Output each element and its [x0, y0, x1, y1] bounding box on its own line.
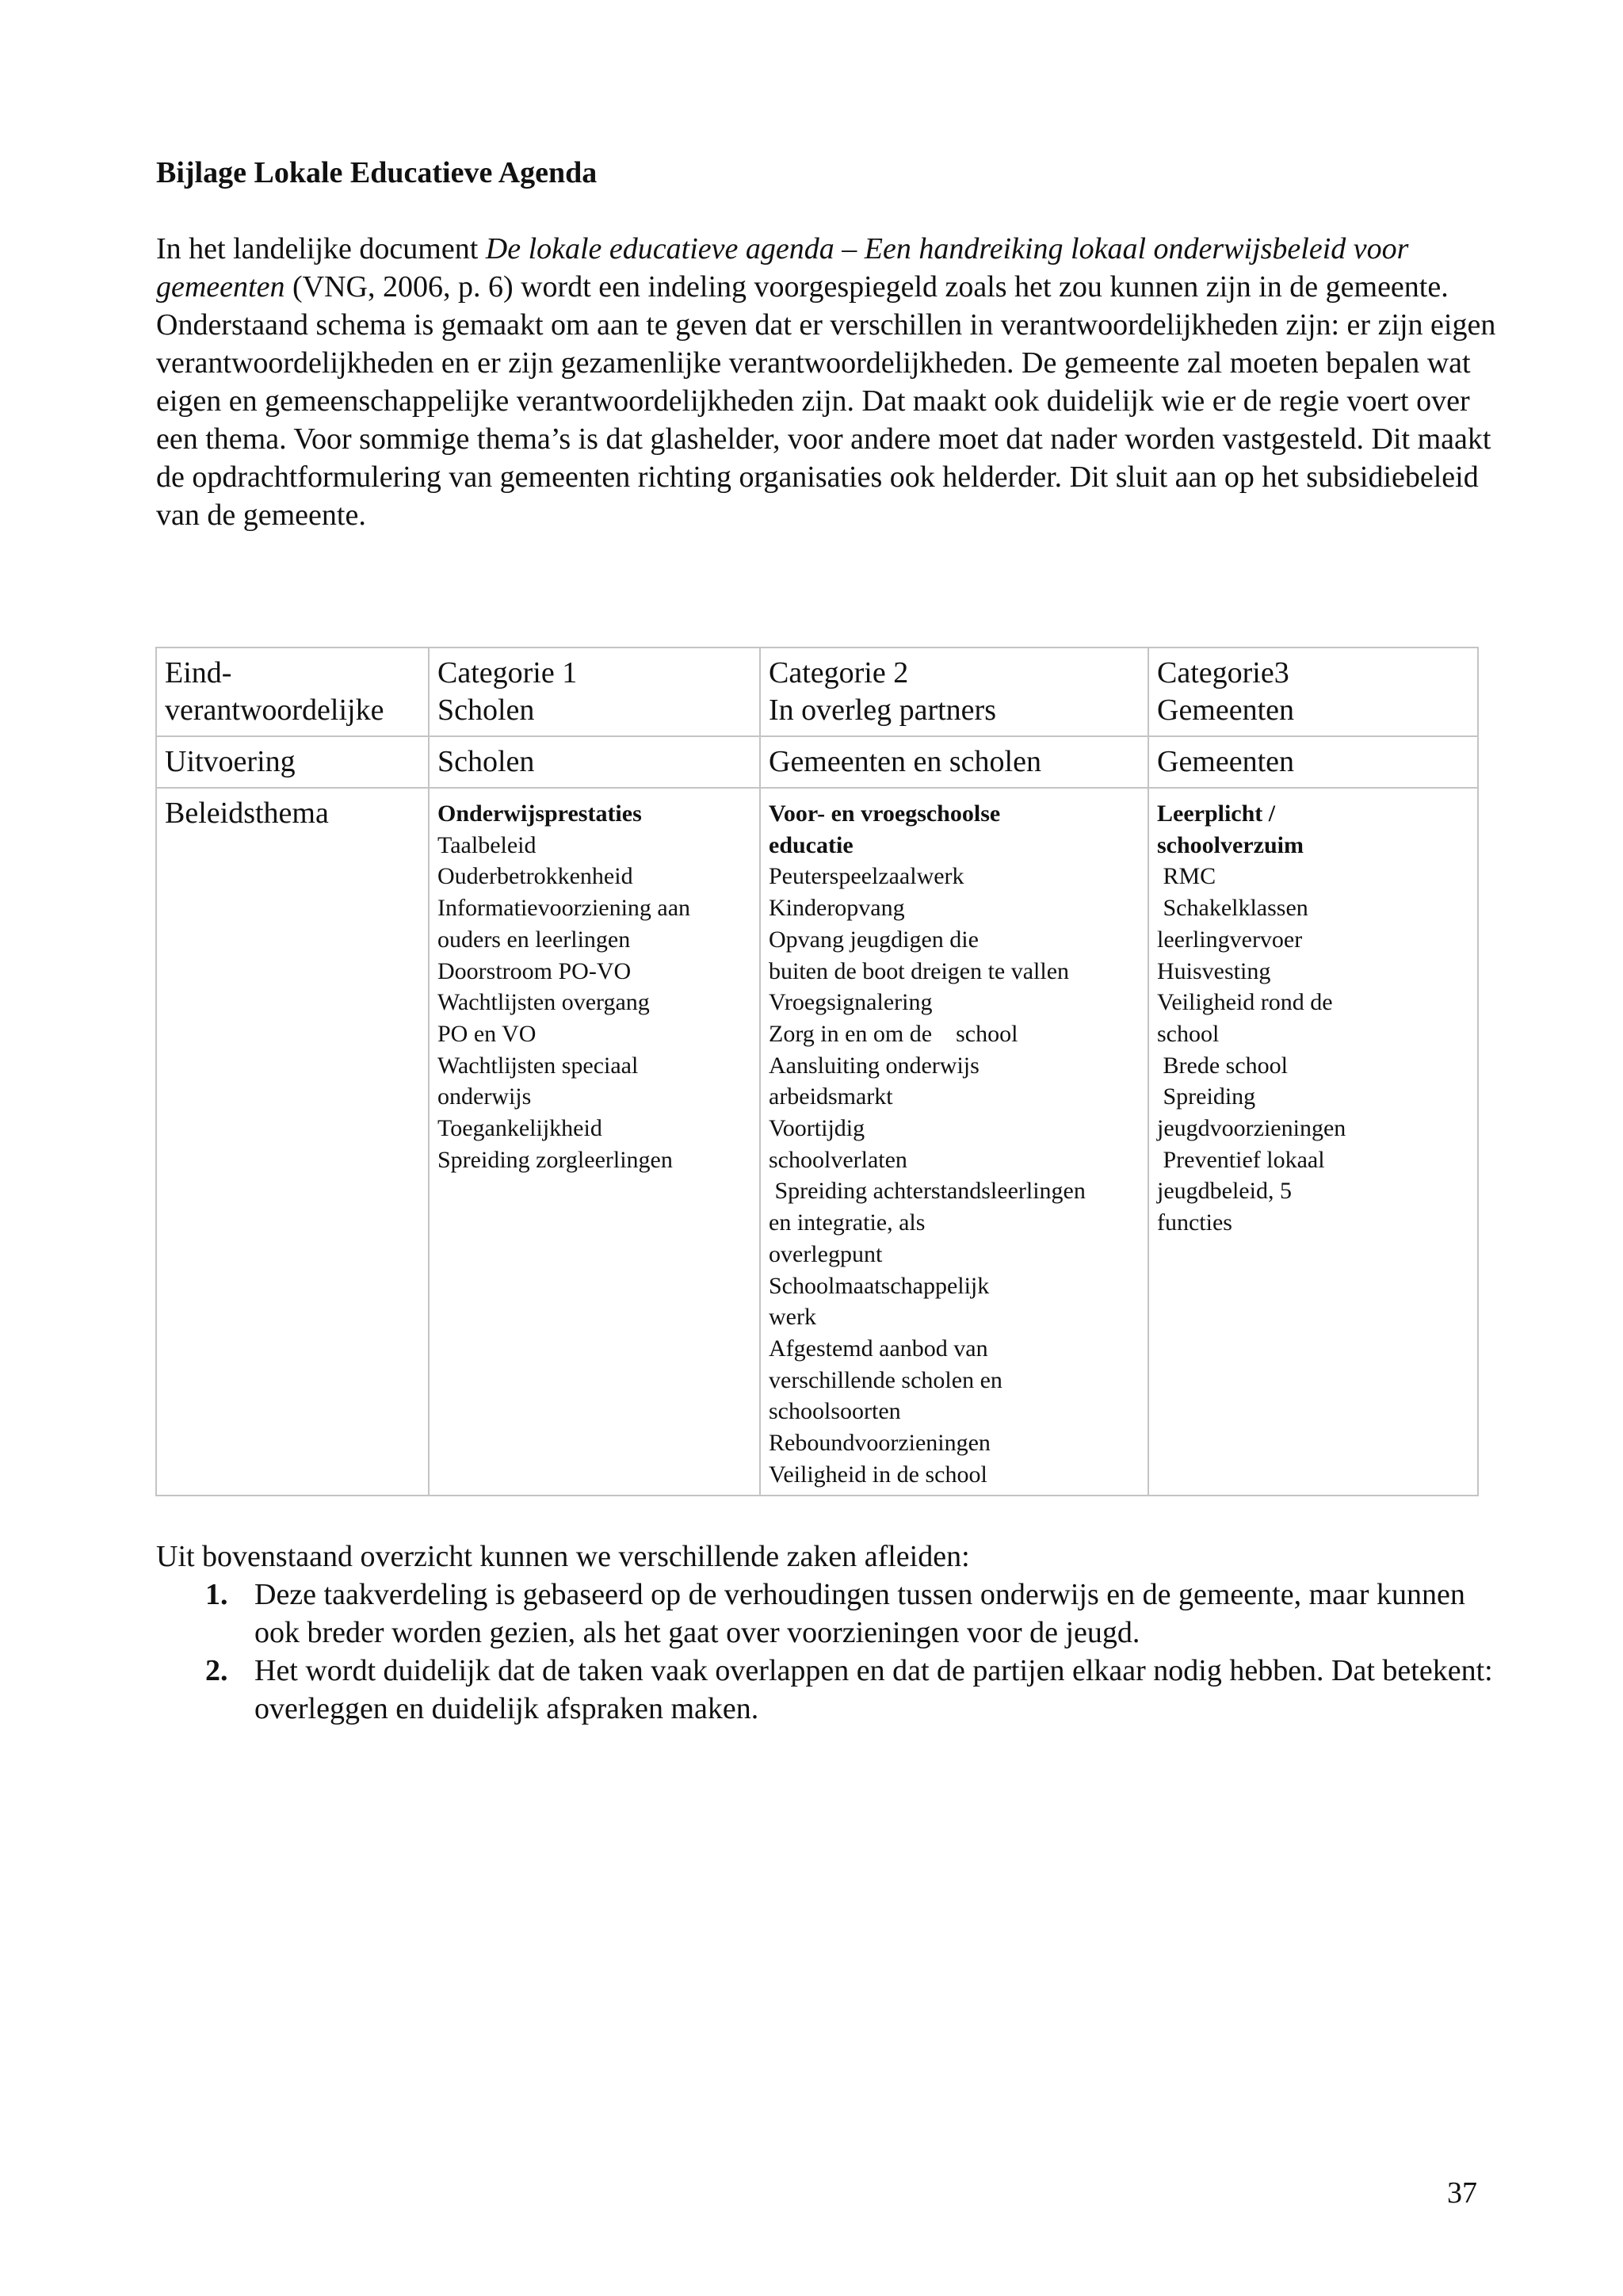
intro-paragraph	[156, 230, 1503, 534]
list-item-number: 1.	[205, 1578, 228, 1611]
cell-line: Preventief lokaal	[1157, 1146, 1325, 1173]
cell-line: Aansluiting onderwijs	[769, 1052, 980, 1079]
cell-line: RMC	[1157, 863, 1216, 890]
cell-line: schoolverlaten	[769, 1146, 907, 1173]
cell-line: Kinderopvang	[769, 895, 905, 922]
beleid-cell-1	[429, 788, 760, 1496]
cell-title-line: Onderwijsprestaties	[437, 800, 642, 827]
row-label-uitvoering: Uitvoering	[156, 736, 429, 788]
cell-line: werk	[769, 1304, 816, 1331]
cell-line: Wachtlijsten overgang	[437, 989, 650, 1016]
intro-rest: (VNG, 2006, p. 6) wordt een indeling voorgespiegeld zoals het zou kunnen zijn in de gemeente. Onderstaand schema is gemaakt om aan te geven dat er verschillen in verantwoordelijkheden zijn: er zijn eigen verantwoordelijkheden en er zijn gezamenlijke verantwoordelijkheden. De gemeente zal moeten bepalen wat eigen en gemeenschappelijke verantwoordelijkheden zijn. Dat maakt ook duidelijk wie er de regie voert over een thema. Voor sommige thema’s is dat glashelder, voor andere moet dat nader worden vastgesteld. Dit maakt de opdrachtformulering van gemeenten richting organisaties ook helderder. Dit sluit aan op het subsidiebeleid van de gemeente.	[156, 270, 1496, 532]
cell-line: Categorie 2	[769, 656, 909, 690]
summary-list	[156, 1576, 1503, 1728]
cell-line: buiten de boot dreigen te vallen	[769, 957, 1070, 984]
cell-line: Toegankelijkheid	[437, 1115, 602, 1142]
row-label-beleidsthema: Beleidsthema	[156, 788, 429, 1496]
cell-line: PO en VO	[437, 1020, 537, 1047]
list-item-number: 2.	[205, 1654, 228, 1687]
cell-line: Reboundvoorzieningen	[769, 1430, 991, 1457]
cell-line: Eind-	[165, 656, 232, 690]
table-row-beleidsthema	[156, 788, 1478, 1496]
cell-title-line: schoolverzuim	[1157, 831, 1304, 858]
cell-line: Peuterspeelzaalwerk	[769, 863, 964, 890]
cell-line: Categorie3	[1157, 656, 1289, 690]
cell-line: functies	[1157, 1209, 1232, 1236]
cell-line: overlegpunt	[769, 1240, 883, 1267]
page-heading: Bijlage Lokale Educatieve Agenda	[156, 156, 598, 189]
cell-line: Voortijdig	[769, 1115, 865, 1142]
intro-document-title: De lokale educatieve agenda – Een handreiking lokaal onderwijsbeleid voor gemeenten	[156, 232, 1409, 304]
cell-line: Brede school	[1157, 1052, 1288, 1079]
cell-title-line: Voor- en vroegschoolse	[769, 800, 1001, 827]
cell-line: jeugdvoorzieningen	[1157, 1115, 1346, 1142]
cell-line: Schoolmaatschappelijk	[769, 1272, 990, 1299]
cell-line: Veiligheid in de school	[769, 1461, 987, 1488]
cell-line: Ouderbetrokkenheid	[437, 863, 633, 890]
cell-line: leerlingvervoer	[1157, 926, 1303, 953]
list-item-text: Deze taakverdeling is gebaseerd op de verhoudingen tussen onderwijs en de gemeente, maar kunnen ook breder worden gezien, als het gaat over voorzieningen voor de jeugd.	[254, 1578, 1465, 1649]
cell-line: Spreiding zorgleerlingen	[437, 1146, 673, 1173]
beleid-cell-3	[1148, 788, 1478, 1496]
cell-line: jeugdbeleid, 5	[1157, 1178, 1292, 1205]
cell-line: Spreiding	[1157, 1083, 1256, 1110]
intro-lead: In het landelijke document	[156, 232, 486, 266]
cell-line: Zorg in en om de school	[769, 1020, 1018, 1047]
cell-line: ouders en leerlingen	[437, 926, 631, 953]
cell-line: verantwoordelijke	[165, 693, 384, 727]
cell-line: Taalbeleid	[437, 831, 537, 858]
cell-title-line: Leerplicht /	[1157, 800, 1276, 827]
cell-line: Schakelklassen	[1157, 895, 1308, 922]
header-cell-categorie-2	[760, 648, 1148, 736]
list-item-text: Het wordt duidelijk dat de taken vaak overlappen en dat de partijen elkaar nodig hebben. Dat betekent: overleggen en duidelijk afspraken maken.	[254, 1654, 1493, 1725]
cell-line: Huisvesting	[1157, 957, 1271, 984]
cell-line: Categorie 1	[437, 656, 578, 690]
table-header-row	[156, 648, 1478, 736]
header-cell-categorie-3	[1148, 648, 1478, 736]
page-number: 37	[1447, 2176, 1477, 2210]
table-row-uitvoering	[156, 736, 1478, 788]
cell-line: Informatievoorziening aan	[437, 895, 691, 922]
cell-line: Veiligheid rond de	[1157, 989, 1333, 1016]
cell-line: Afgestemd aanbod van	[769, 1335, 988, 1362]
cell-line: verschillende scholen en	[769, 1366, 1002, 1393]
beleid-cell-2	[760, 788, 1148, 1496]
header-cell-eindverantwoordelijke	[156, 648, 429, 736]
cell-line: Opvang jeugdigen die	[769, 926, 979, 953]
cell-line: Gemeenten	[1157, 693, 1295, 727]
cell-title-line: educatie	[769, 831, 854, 858]
uitvoering-cell-2: Gemeenten en scholen	[760, 736, 1148, 788]
cell-line: schoolsoorten	[769, 1398, 901, 1425]
cell-line: arbeidsmarkt	[769, 1083, 893, 1110]
cell-line: Wachtlijsten speciaal	[437, 1052, 639, 1079]
cell-line: Doorstroom PO-VO	[437, 957, 632, 984]
header-cell-categorie-1	[429, 648, 760, 736]
cell-line: school	[1157, 1020, 1220, 1047]
cell-line: Spreiding achterstandsleerlingen	[769, 1178, 1086, 1205]
cell-line: en integratie, als	[769, 1209, 926, 1236]
responsibility-table	[155, 647, 1479, 1496]
list-item	[156, 1576, 1503, 1652]
cell-line: Vroegsignalering	[769, 989, 933, 1016]
list-item	[156, 1652, 1503, 1728]
cell-line: Scholen	[437, 693, 535, 727]
uitvoering-cell-3: Gemeenten	[1148, 736, 1478, 788]
summary-lead: Uit bovenstaand overzicht kunnen we verschillende zaken afleiden:	[156, 1540, 970, 1573]
cell-line: onderwijs	[437, 1083, 532, 1110]
uitvoering-cell-1: Scholen	[429, 736, 760, 788]
cell-line: In overleg partners	[769, 693, 996, 727]
